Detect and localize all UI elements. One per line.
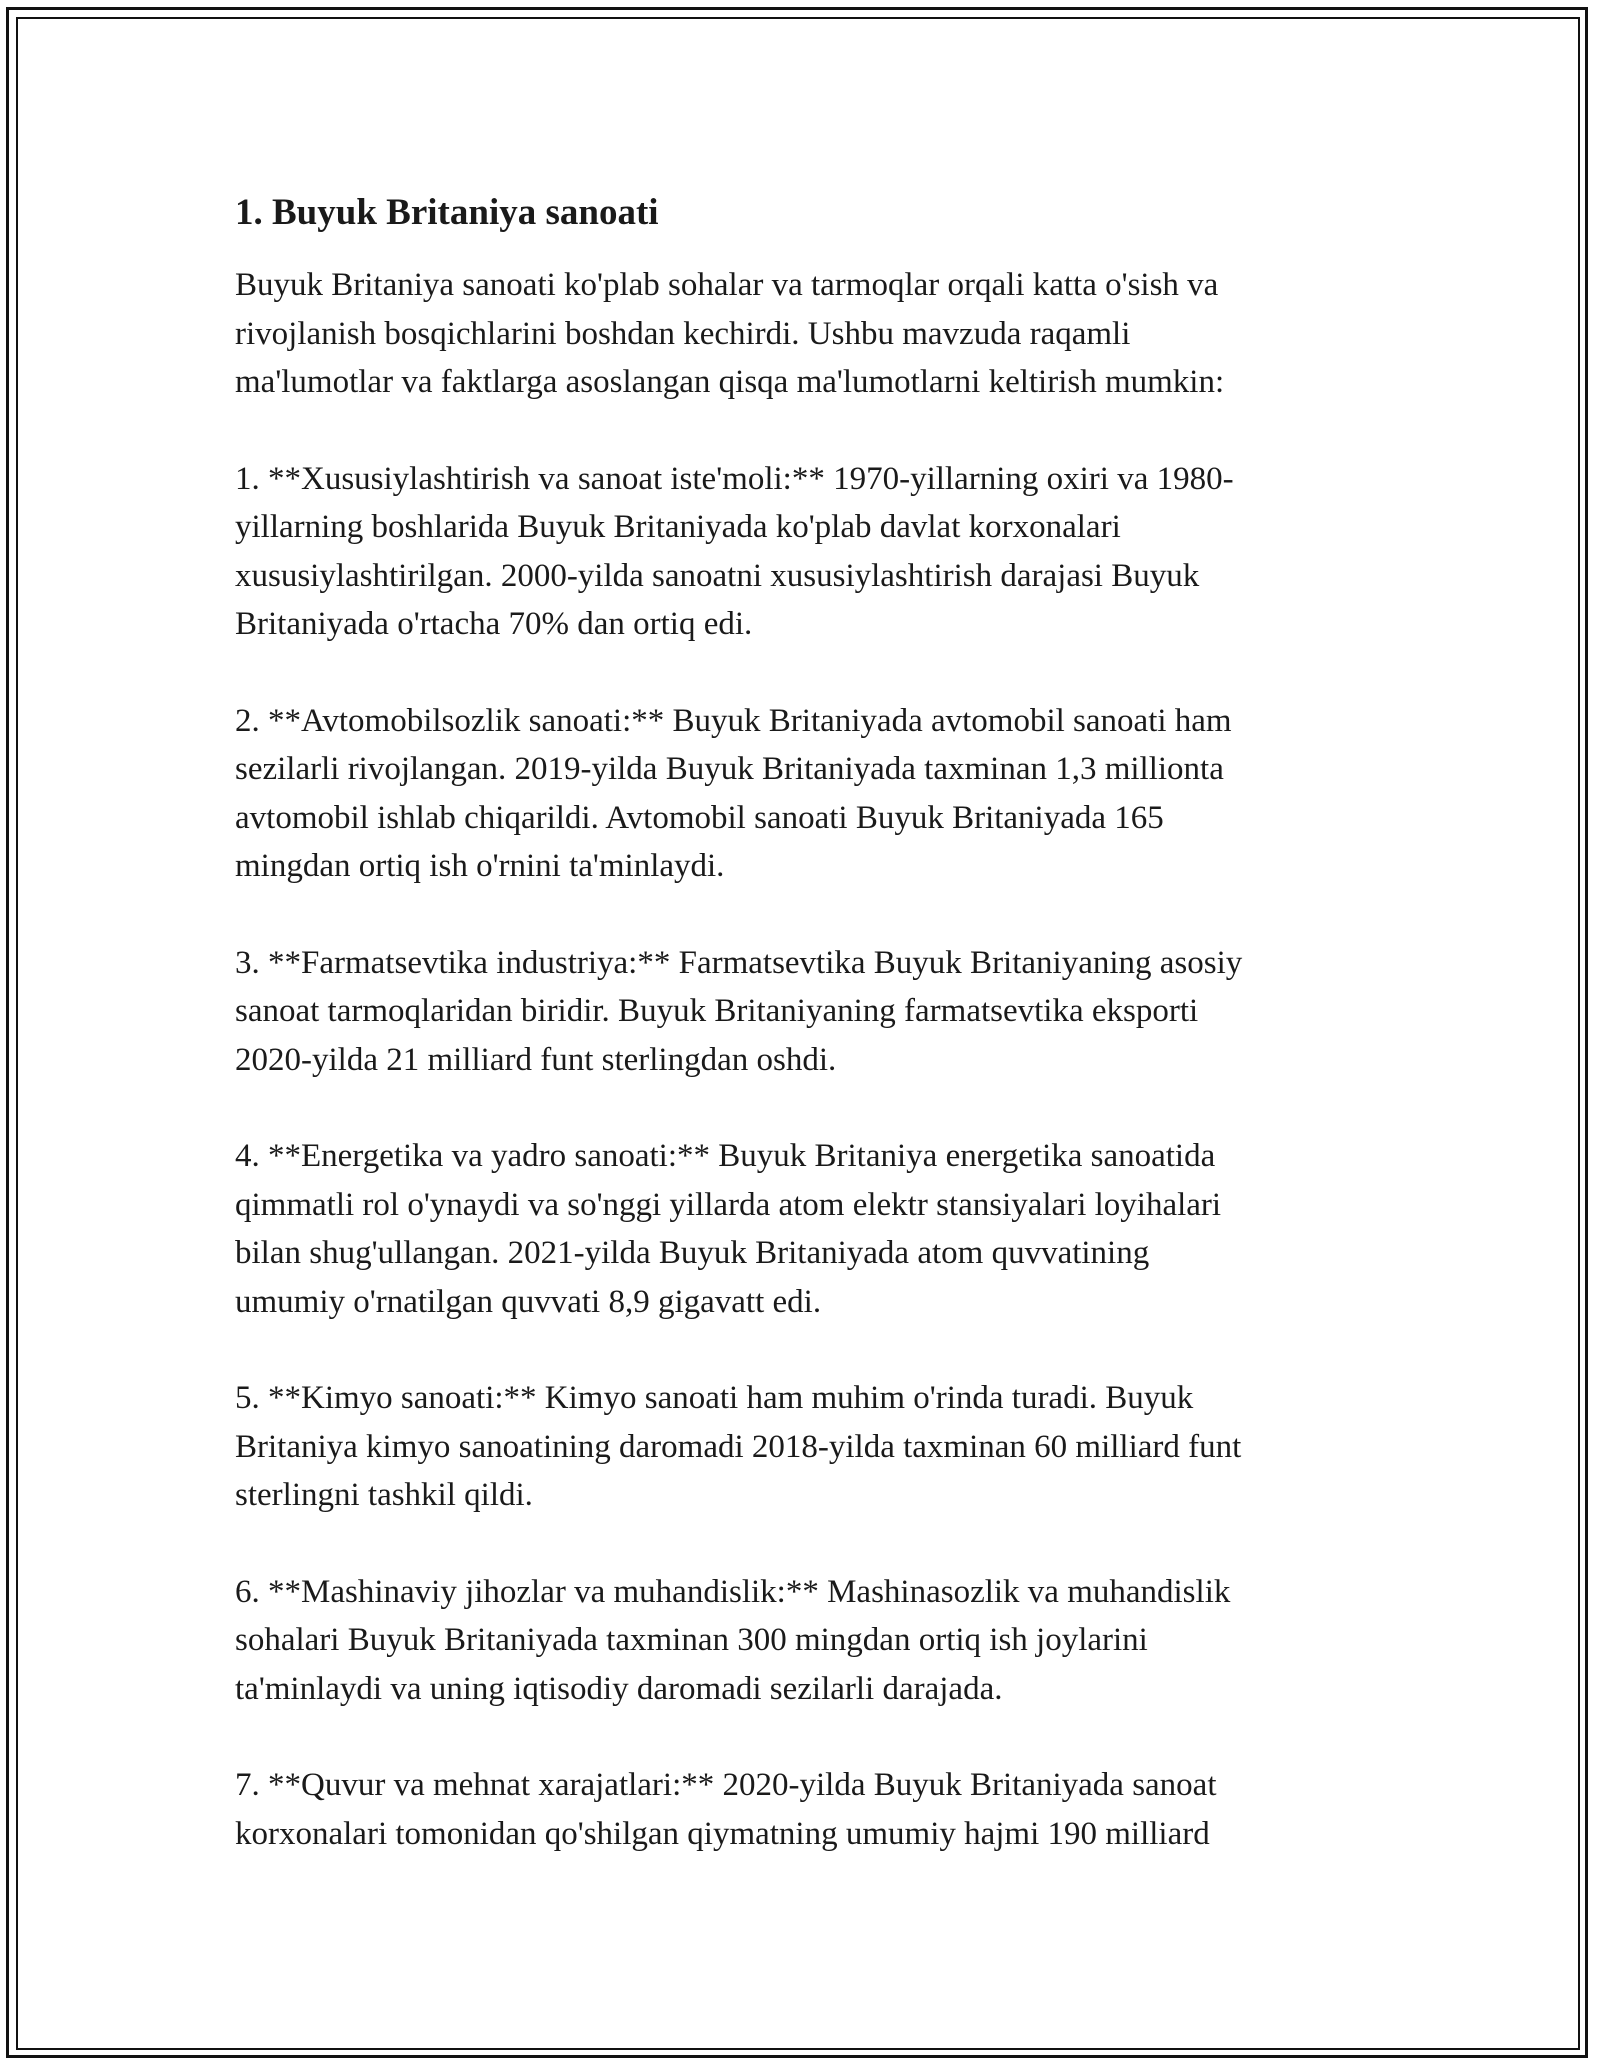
intro-paragraph: Buyuk Britaniya sanoati ko'plab sohalar va tarmoqlar orqali katta o'sish va rivojlanish bosqichlarini boshdan kechirdi. Ushbu mavzuda raqamli ma'lumotlar va faktlarga asoslangan qisqa ma'lumotlarni keltirish mumkin: xyxy=(235,267,1225,400)
list-item-3: 3. **Farmatsevtika industriya:** Farmatsevtika Buyuk Britaniyaning asosiy sanoat tarmoqlaridan biridir. Buyuk Britaniyaning farmatsevtika eksporti 2020-yilda 21 milliard funt sterlingdan oshdi. xyxy=(235,944,1243,1078)
list-item-5: 5. **Kimyo sanoati:** Kimyo sanoati ham muhim o'rinda turadi. Buyuk Britaniya kimyo sanoatining daromadi 2018-yilda taxminan 60 milliard funt sterlingni tashkil qildi. xyxy=(235,1380,1242,1513)
list-item-2: 2. **Avtomobilsozlik sanoati:** Buyuk Britaniyada avtomobil sanoati ham sezilarli rivojlangan. 2019-yilda Buyuk Britaniyada taxminan 1,3 millionta avtomobil ishlab chiqarildi. Avtomobil sanoati Buyuk Britaniyada 165 mingdan ortiq ish o'rnini ta'minlaydi. xyxy=(235,702,1232,884)
list-item-7: 7. **Quvur va mehnat xarajatlari:** 2020-yilda Buyuk Britaniyada sanoat korxonalari tomonidan qo'shilgan qiymatning umumiy hajmi 190 milliard xyxy=(235,1767,1217,1852)
list-item-4: 4. **Energetika va yadro sanoati:** Buyuk Britaniya energetika sanoatida qimmatli rol o'ynaydi va so'nggi yillarda atom elektr stansiyalari loyihalari bilan shug'ullangan. 2021-yilda Buyuk Britaniyada atom quvvatining umumiy o'rnatilgan quvvati 8,9 gigavatt edi. xyxy=(235,1138,1222,1320)
document-title: 1. Buyuk Britaniya sanoati xyxy=(235,192,659,233)
list-item-1: 1. **Xususiylashtirish va sanoat iste'moli:** 1970-yillarning oxiri va 1980- yillarning boshlarida Buyuk Britaniyada ko'plab davlat korxonalari xususiylashtirilgan. 2000-yilda sanoatni xususiylashtirish darajasi Buyuk Britaniyada o'rtacha 70% dan ortiq edi. xyxy=(235,460,1234,642)
list-item-6: 6. **Mashinaviy jihozlar va muhandislik:** Mashinasozlik va muhandislik sohalari Buyuk Britaniyada taxminan 300 mingdan ortiq ish joylarini ta'minlaydi va uning iqtisodiy daromadi sezilarli darajada. xyxy=(235,1573,1231,1707)
document-body xyxy=(235,185,1385,1858)
